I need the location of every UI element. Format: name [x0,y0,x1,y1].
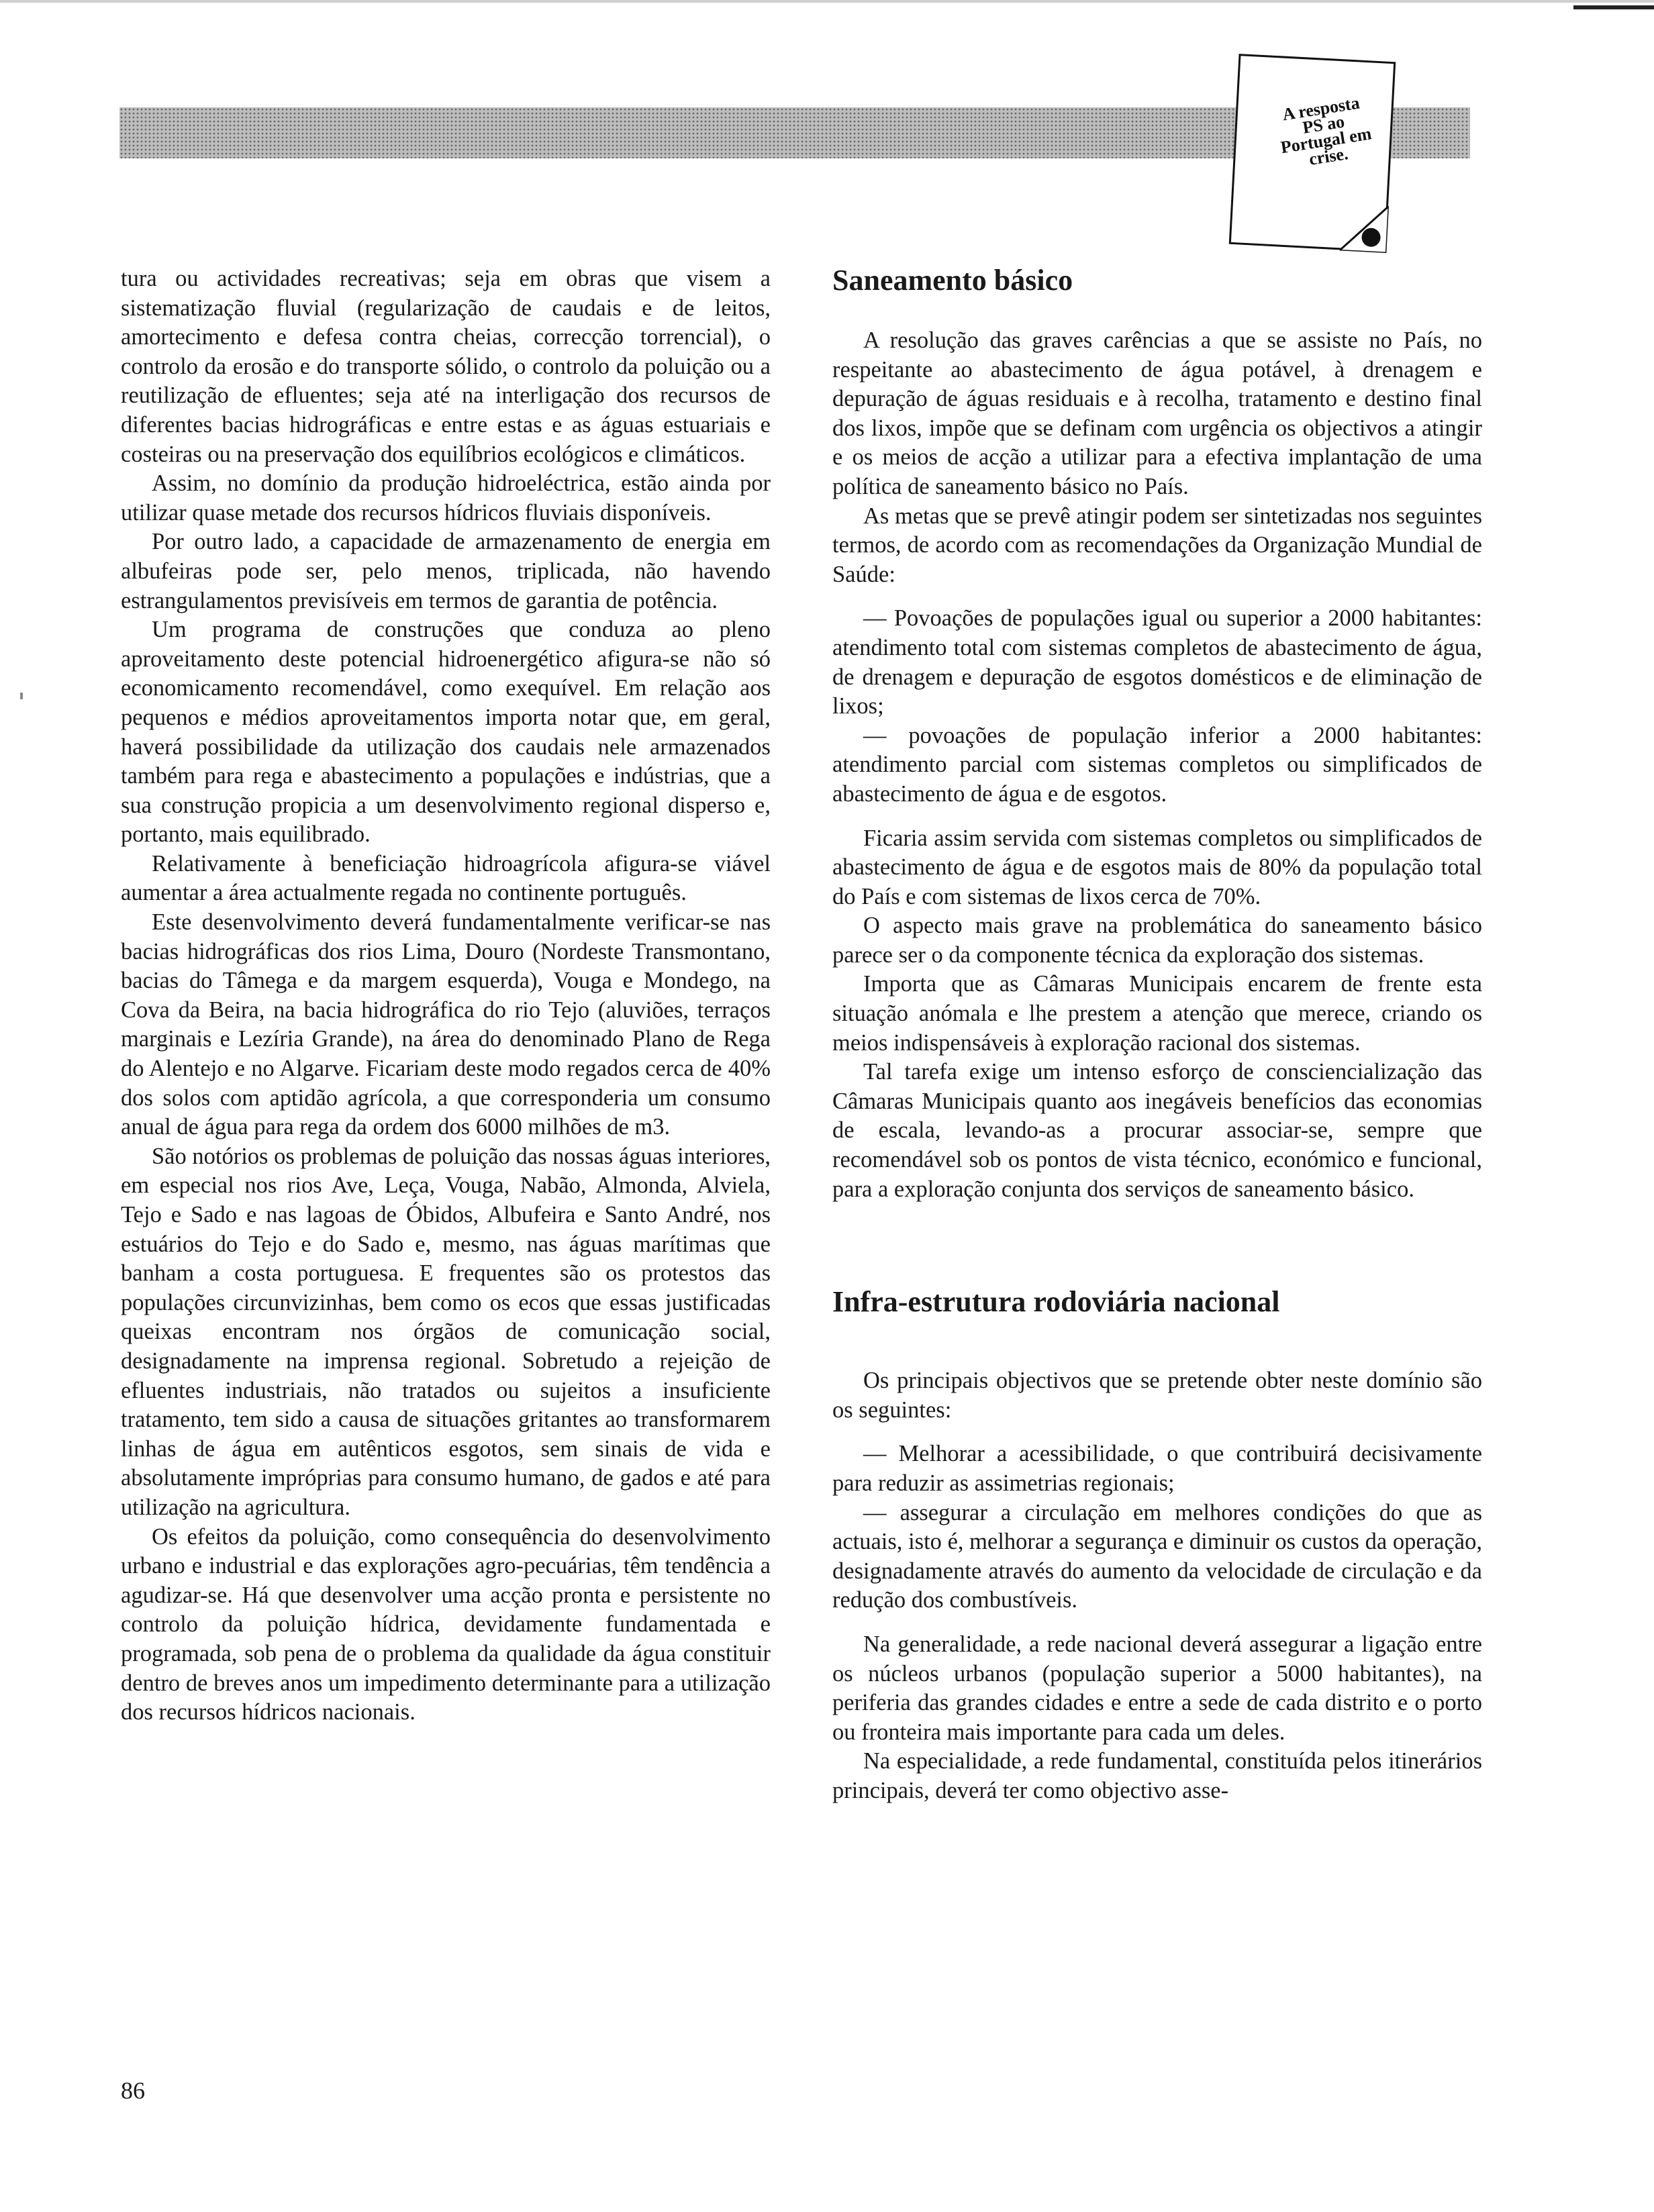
paragraph: tura ou actividades recreativas; seja em obras que visem a sistematização fluvial (regularização de caudais e de leitos, amortecimento e defesa contra cheias, correcção torrencial), o controlo da erosão e do transporte sólido, o controlo da poluição ou a reutilização de efluentes; seja até na interligação dos recursos de diferentes bacias hidrográficas e entre estas e as águas estuariais e costeiras ou na preservação dos equilíbrios ecológicos e climáticos. [121,266,771,467]
logo-text: A resposta PS ao Portugal em crise. [1279,93,1373,169]
section-title-rodoviaria: Infra-estrutura rodoviária nacional [832,1285,1280,1319]
top-edge-line [0,0,1654,3]
paragraph: São notórios os problemas de poluição das nossas águas interiores, em especial nos rios Ave, Leça, Vouga, Nabão, Almonda, Alviela, Tejo e Sado e nas lagoas de Óbidos, Albufeira e Santo André, nos estuários do Tejo e do Sado e, mesmo, nas águas marítimas que banham a costa portuguesa. E frequentes são os protestos das populações circunvizinhas, bem como os ecos que essas justificadas queixas encontram nos órgãos de comunicação social, designadamente na imprensa regional. Sobretudo a rejeição de efluentes industriais, não tratados ou sujeitos a insuficiente tratamento, tem sido a causa de situações gritantes ao transformarem linhas de água em autênticos esgotos, sem sinais de vida e absolutamente impróprias para consumo humano, de gados e até para utilização na agricultura. [121,1143,771,1520]
paragraph: O aspecto mais grave na problemática do saneamento básico parece ser o da componente técnica da exploração dos sistemas. [832,913,1482,968]
paragraph: Assim, no domínio da produção hidroeléctrica, estão ainda por utilizar quase metade dos recursos hídricos fluviais disponíveis. [121,470,771,525]
section-title-saneamento: Saneamento básico [832,264,1073,297]
paragraph: As metas que se prevê atingir podem ser sintetizadas nos seguintes termos, de acordo com as recomendações da Organização Mundial de Saúde: [832,503,1482,587]
paragraph: Um programa de construções que conduza ao pleno aproveitamento deste potencial hidroenergético afigura-se não só economicamento recomendável, como exequível. Em relação aos pequenos e médios aproveitamentos importa notar que, em geral, haverá possibilidade da utilização dos caudais nele armazenados também para rega e abastecimento a populações e indústrias, que a sua construção propicia a um desenvolvimento regional disperso e, portanto, mais equilibrado. [121,617,771,848]
paragraph: A resolução das graves carências a que se assiste no País, no respeitante ao abastecimento de água potável, à drenagem e depuração de águas residuais e à recolha, tratamento e destino final dos lixos, impõe que se definam com urgência os objectivos a atingir e os meios de acção a utilizar para a efectiva implantação de uma política de saneamento básico no País. [832,328,1482,499]
right-column [832,263,1482,1806]
paragraph: Relativamente à beneficiação hidroagrícola afigura-se viável aumentar a área actualmente regada no continente português. [121,850,771,906]
paragraph: Este desenvolvimento deverá fundamentalmente verificar-se nas bacias hidrográficas dos rios Lima, Douro (Nordeste Transmontano, bacias do Tâmega e da margem esquerda), Vouga e Mondego, na Cova da Beira, na bacia hidrográfica do rio Tejo (aluviões, terraços marginais e Lezíria Grande), na área do denominado Plano de Rega do Alentejo e no Algarve. Ficariam deste modo regados cerca de 40% dos solos com aptidão agrícola, a que corresponderia um consumo anual de água para rega da ordem dos 6000 milhões de m3. [121,909,771,1140]
paragraph: Importa que as Câmaras Municipais encarem de frente esta situação anómala e lhe prestem a atenção que merece, criando os meios indispensáveis à exploração racional dos sistemas. [832,971,1482,1056]
paragraph: Na generalidade, a rede nacional deverá assegurar a ligação entre os núcleos urbanos (população superior a 5000 habitantes), na periferia das grandes cidades e entre a sede de cada distrito e o porto ou fronteira mais importante para cada um deles. [832,1631,1482,1745]
paragraph: Ficaria assim servida com sistemas completos ou simplificados de abastecimento de água e de esgotos mais de 80% da população total do País e com sistemas de lixos cerca de 70%. [832,825,1482,909]
paragraph: Por outro lado, a capacidade de armazenamento de energia em albufeiras pode ser, pelo menos, triplicada, não havendo estrangulamentos previsíveis em termos de garantia de potência. [121,529,771,613]
party-logo [1229,54,1396,252]
margin-mark [20,693,23,699]
list-item: — assegurar a circulação em melhores condições do que as actuais, isto é, melhorar a segurança e diminuir os custos da operação, designadamente através do aumento da velocidade de circulação e da redução dos combustíveis. [832,1499,1482,1613]
page-number: 86 [121,2077,145,2104]
paragraph: Na especialidade, a rede fundamental, constituída pelos itinerários principais, deverá ter como objectivo asse- [832,1748,1482,1803]
paragraph: Tal tarefa exige um intenso esforço de consciencialização das Câmaras Municipais quanto aos inegáveis benefícios das economias de escala, levando-as a procurar associar-se, sempre que recomendável sob os pontos de vista técnico, económico e funcional, para a exploração conjunta dos serviços de saneamento básico. [832,1059,1482,1202]
list-item: — povoações de população inferior a 2000 habitantes: atendimento parcial com sistemas completos ou simplificados de abastecimento de água e de esgotos. [832,722,1482,807]
top-edge-mark [1573,5,1654,9]
paragraph: Os efeitos da poluição, como consequência do desenvolvimento urbano e industrial e das explorações agro-pecuárias, têm tendência a agudizar-se. Há que desenvolver uma acção pronta e persistente no controlo da poluição hídrica, devidamente fundamentada e programada, sob pena de o problema da qualidade da água constituir dentro de breves anos um impedimento determinante para a utilização dos recursos hídricos nacionais. [121,1523,771,1725]
list-item: — Povoações de populações igual ou superior a 2000 habitantes: atendimento total com sistemas completos de abastecimento de água, de drenagem e depuração de esgotos domésticos e de eliminação de lixos; [832,605,1482,719]
paragraph: Os principais objectivos que se pretende obter neste domínio são os seguintes: [832,1368,1482,1423]
logo-emblem-icon [1339,203,1389,253]
list-item: — Melhorar a acessibilidade, o que contribuirá decisivamente para reduzir as assimetrias regionais; [832,1441,1482,1496]
left-column [121,264,771,1727]
